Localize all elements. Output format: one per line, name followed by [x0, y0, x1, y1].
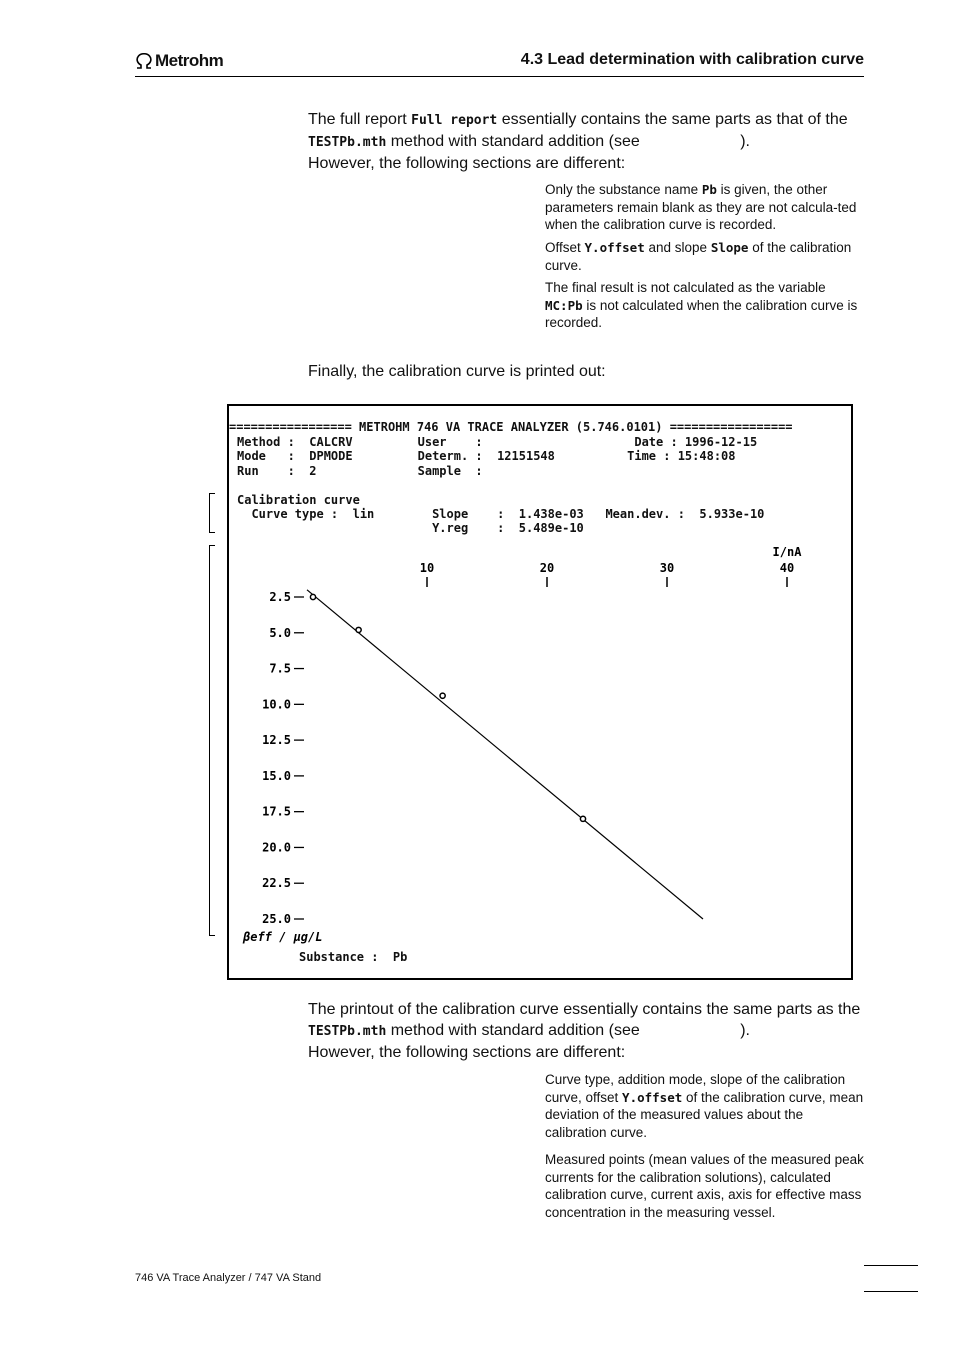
note-text: Curve type, addition mode, slope of the calibration curve, offset	[545, 1072, 846, 1105]
after-text-2: method with standard addition (see	[386, 1022, 645, 1039]
after-text-3: ).	[740, 1022, 750, 1039]
data-point	[356, 627, 361, 632]
bracket-calibration	[209, 493, 215, 533]
printout-substance: Substance : Pb	[299, 950, 408, 964]
data-point	[580, 816, 585, 821]
x-tick-label: 30	[659, 561, 675, 575]
x-tick-label: 20	[539, 561, 555, 575]
note-final-result	[545, 279, 865, 332]
intro-text-4: ).	[740, 133, 750, 150]
yoffset-code-2: Y.offset	[622, 1089, 683, 1105]
mcpb-code: MC:Pb	[545, 297, 583, 313]
brand-name: Metrohm	[155, 51, 224, 70]
y-tick-label: 20.0	[262, 840, 291, 855]
footer-product: 746 VA Trace Analyzer / 747 VA Stand	[135, 1272, 322, 1284]
y-tick-label: 12.5	[262, 733, 291, 748]
note-offset	[545, 239, 865, 274]
printout-run: Run : 2 Sample :	[237, 464, 483, 478]
printout-title: ================= METROHM 746 VA TRACE ANALYZER (5.746.0101) =================	[229, 420, 793, 434]
yoffset-code: Y.offset	[584, 240, 645, 255]
y-axis-label: βeff / µg/L	[243, 930, 323, 944]
y-tick-label: 10.0	[262, 697, 291, 712]
footer-rule-bottom	[864, 1291, 918, 1292]
after-paragraph	[308, 999, 868, 1063]
note-text: is not calculated when the calibration curve is recorded.	[545, 297, 858, 330]
bracket-curve	[209, 545, 215, 936]
printout-mode: Mode : DPMODE Determ. : 12151548 Time : 15:48:08	[237, 449, 736, 463]
y-tick-label: 5.0	[269, 625, 291, 640]
intro-paragraph	[308, 109, 868, 174]
full-report-code: Full report	[411, 113, 498, 128]
finally-text: Finally, the calibration curve is printed out:	[308, 363, 606, 380]
note-text: is given, the other parameters remain blank as they are not calcula-ted when the calibration curve is recorded.	[545, 182, 857, 232]
header-divider	[135, 76, 864, 77]
y-tick-label: 15.0	[262, 768, 291, 783]
note-substance	[545, 181, 865, 234]
printout-curve-type: Curve type : lin Slope : 1.438e-03 Mean.dev. : 5.933e-10	[237, 507, 765, 521]
note-text: Offset	[545, 240, 585, 255]
y-tick-label: 2.5	[269, 590, 291, 604]
calibration-line	[307, 590, 703, 919]
slope-code: Slope	[710, 240, 749, 255]
note-measured-points: Measured points (mean values of the measured peak currents for the calibration solutions), calculated calibration curve, current axis, axis for effective mass concentration in the measuring vessel.	[545, 1152, 864, 1220]
note-text: Only the substance name	[545, 182, 702, 197]
intro-text-1: The full report	[308, 111, 412, 128]
x-tick-label: 40	[779, 561, 795, 575]
calibration-chart	[229, 541, 851, 961]
printout-method: Method : CALCRV User : Date : 1996-12-15	[237, 435, 758, 449]
omega-icon	[135, 53, 153, 69]
intro-text-5: However, the following sections are different:	[308, 155, 626, 172]
printout-frame	[227, 404, 853, 980]
intro-text-2: essentially contains the same parts as that of the	[497, 111, 848, 128]
footer-rule-top	[864, 1265, 918, 1266]
section-title: 4.3 Lead determination with calibration curve	[520, 51, 864, 68]
note-text: The final result is not calculated as the variable	[545, 280, 826, 295]
printout-yreg: Y.reg : 5.489e-10	[237, 521, 584, 535]
y-tick-label: 7.5	[269, 661, 291, 676]
y-tick-label: 17.5	[262, 804, 291, 819]
method-code: TESTPb.mth	[308, 135, 387, 150]
data-point	[440, 693, 445, 698]
x-tick-label: 10	[419, 561, 435, 575]
note-text: of the calibration curve.	[545, 240, 852, 273]
y-tick-label: 22.5	[262, 876, 291, 891]
after-text-1: The printout of the calibration curve essentially contains the same parts as the	[308, 1001, 861, 1018]
printout-calibration: Calibration curve	[237, 493, 360, 507]
method-code-2: TESTPb.mth	[308, 1024, 387, 1039]
data-point	[310, 594, 315, 599]
intro-text-3: method with standard addition (see	[386, 133, 645, 150]
pb-code: Pb	[701, 182, 717, 197]
note-curve-type	[545, 1071, 865, 1141]
y-tick-label: 25.0	[262, 912, 291, 926]
metrohm-logo	[135, 51, 223, 71]
note-text: and slope	[644, 240, 711, 255]
after-text-4: However, the following sections are different:	[308, 1044, 626, 1061]
x-axis-label: I/nA	[772, 545, 802, 559]
note-text: of the calibration curve, mean deviation of the measured values about the calibration curve.	[545, 1089, 864, 1140]
